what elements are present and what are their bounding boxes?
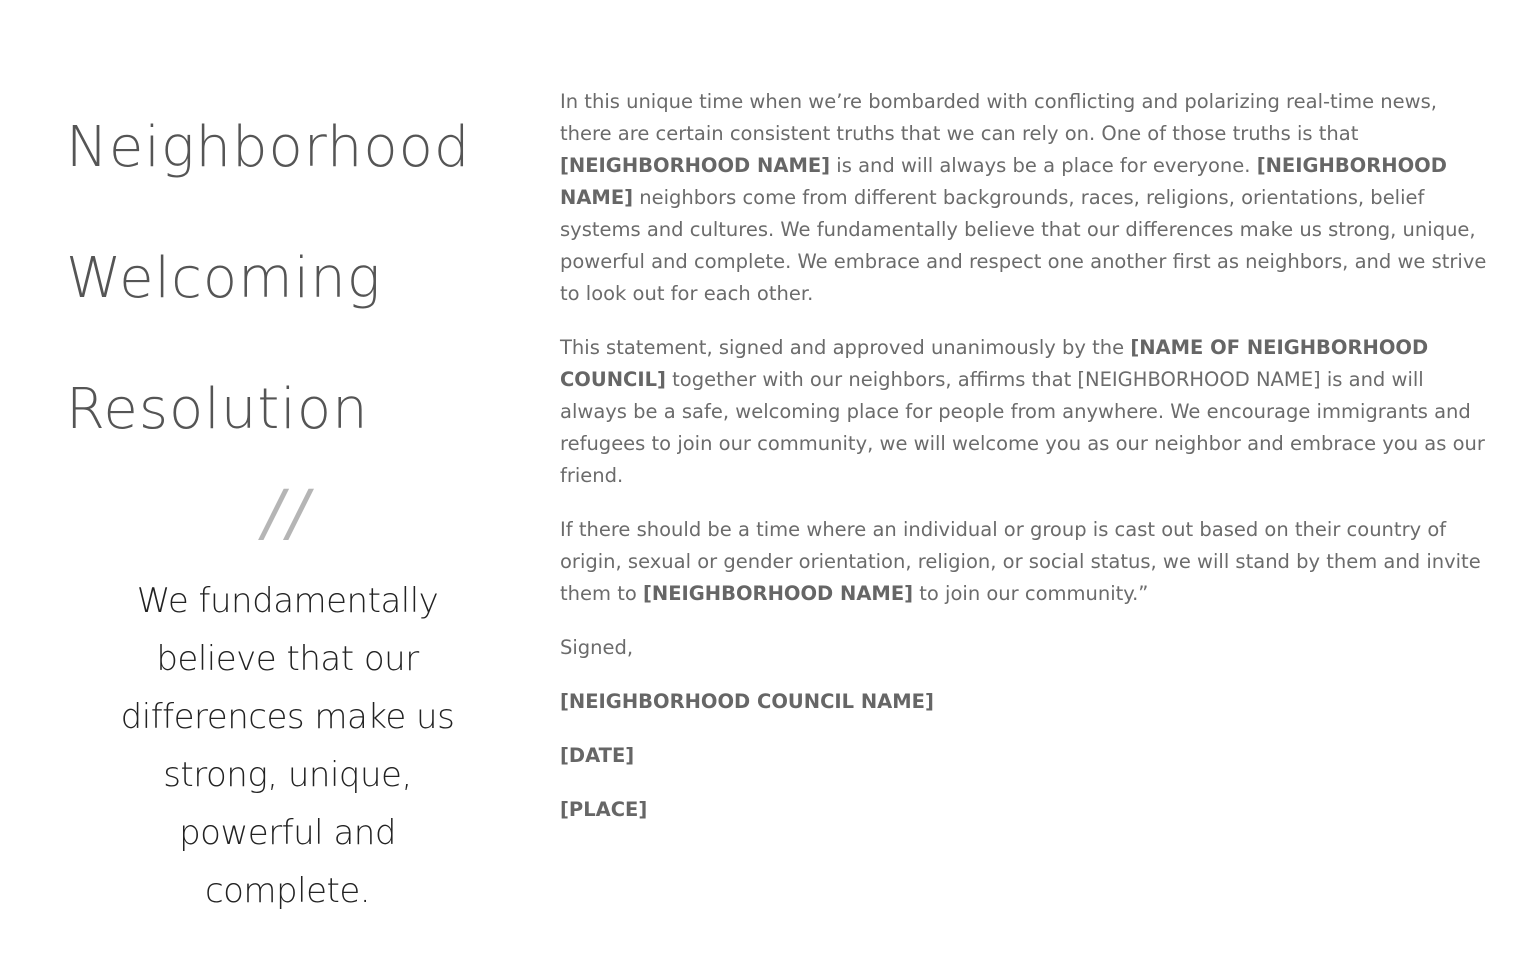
quote-mark-icon: //: [262, 476, 313, 549]
title-block: [66, 82, 506, 475]
neighborhood-name-placeholder: [NEIGHBORHOOD NAME]: [560, 154, 831, 177]
paragraph-3-text-c: to join our community.”: [913, 582, 1149, 605]
title-line-1: Neighborhood: [66, 115, 471, 180]
paragraph-1-text-c: is and will always be a place for everyone.: [830, 154, 1257, 177]
council-name-placeholder: [NAME OF NEIGHBORHOOD COUNCIL]: [560, 336, 1429, 391]
paragraph-1-text-a: In this unique time when we’re bombarded with conflicting and polarizing real-time news, there are certain consistent truths that we can rely on. One of those truths is that: [560, 90, 1437, 145]
paragraph-1-text-e: neighbors come from different backgrounds, races, religions, orientations, belief systems and cultures. We fundamentally believe that our differences make us strong, unique, powerful and complete. We embrace and respect one another first as neighbors, and we strive to look out for each other.: [560, 186, 1487, 305]
resolution-body: [560, 86, 1490, 848]
place-placeholder: [PLACE]: [560, 798, 648, 821]
paragraph-2: [560, 332, 1490, 492]
neighborhood-name-placeholder: [NEIGHBORHOOD NAME]: [560, 154, 1447, 209]
neighborhood-name-placeholder: [NEIGHBORHOOD NAME]: [642, 582, 914, 605]
date-placeholder: [DATE]: [560, 744, 635, 767]
title-line-2: Welcoming: [66, 246, 382, 311]
title-line-3: Resolution: [66, 377, 369, 442]
paragraph-2-text-a: This statement, signed and approved unanimously by the: [560, 336, 1131, 359]
pull-quote: [120, 478, 455, 920]
paragraph-3: [560, 514, 1490, 610]
council-name-signature: [NEIGHBORHOOD COUNCIL NAME]: [560, 690, 934, 713]
paragraph-1: [560, 86, 1490, 310]
signed-label: Signed,: [560, 636, 634, 659]
paragraph-3-text-a: If there should be a time where an individual or group is cast out based on their country of origin, sexual or gender orientation, religion, or social status, we will stand by them and invite them to: [560, 518, 1481, 605]
pull-quote-text: We fundamentally believe that our differences make us strong, unique, powerful and complete.: [120, 581, 455, 911]
paragraph-2-text-c: together with our neighbors, affirms that [NEIGHBORHOOD NAME] is and will always be a safe, welcoming place for people from anywhere. We encourage immigrants and refugees to join our community, we will welcome you as our neighbor and embrace you as our friend.: [560, 368, 1485, 487]
